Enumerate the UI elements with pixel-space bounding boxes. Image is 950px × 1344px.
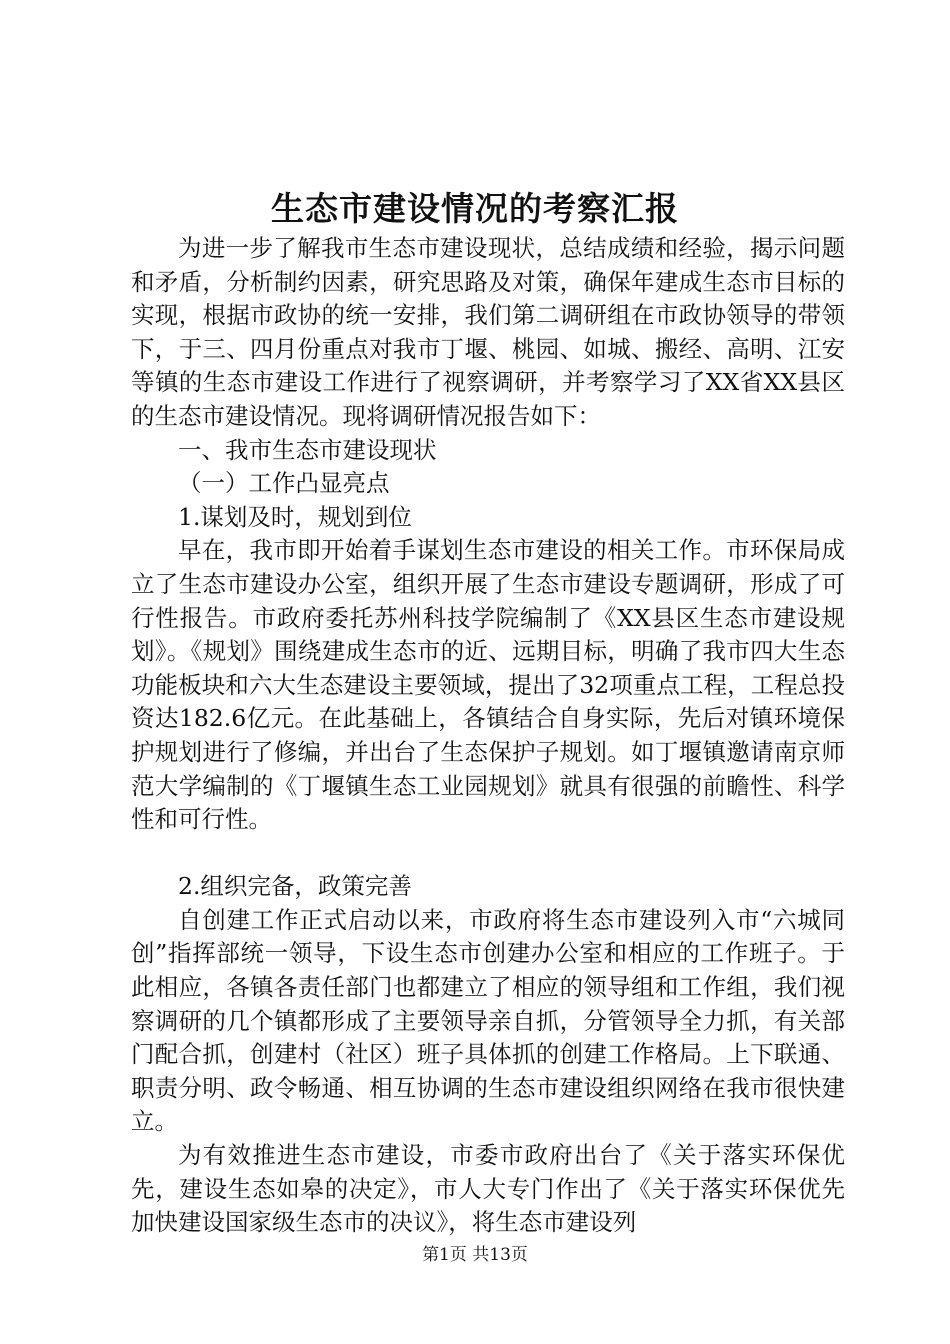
section-heading-1: 一、我市生态市建设现状: [178, 435, 437, 464]
paragraph-policy: 为有效推进生态市建设，市委市政府出台了《关于落实环保优先，建设生态如皋的决定》，市人大专门作出了《关于落实环保优先加快建设国家级生态市的决议》，将生态市建设列: [131, 1141, 845, 1237]
document-title: 生态市建设情况的考察汇报: [271, 189, 679, 228]
item-heading-1: 1.谋划及时，规划到位: [178, 502, 412, 531]
paragraph-intro: 为进一步了解我市生态市建设现状，总结成绩和经验，揭示问题和矛盾，分析制约因素，研究思路及对策，确保年建成生态市目标的实现，根据市政协的统一安排，我们第二调研组在市政协领导的带领下，于三、四月份重点对我市丁堰、桃园、如城、搬经、高明、江安等镇的生态市建设工作进行了视察调研，并考察学习了XX省XX县区的生态市建设情况。现将调研情况报告如下：: [131, 234, 845, 430]
document-body: [131, 232, 845, 1240]
paragraph-planning: 早在，我市即开始着手谋划生态市建设的相关工作。市环保局成立了生态市建设办公室，组织开展了生态市建设专题调研，形成了可行性报告。市政府委托苏州科技学院编制了《XX县区生态市建设规划》。《规划》围绕建成生态市的近、远期目标，明确了我市四大生态功能板块和六大生态建设主要领域，提出了32项重点工程，工程总投资达182.6亿元。在此基础上，各镇结合自身实际，先后对镇环境保护规划进行了修编，并出台了生态保护子规划。如丁堰镇邀请南京师范大学编制的《丁堰镇生态工业园规划》就具有很强的前瞻性、科学性和可行性。: [131, 536, 845, 834]
paragraph-organization: 自创建工作正式启动以来，市政府将生态市建设列入市“六城同创”指挥部统一领导，下设生态市创建办公室和相应的工作班子。于此相应，各镇各责任部门也都建立了相应的领导组和工作组，我们视察调研的几个镇都形成了主要领导亲自抓，分管领导全力抓，有关部门配合抓，创建村（社区）班子具体抓的创建工作格局。上下联通、职责分明、政令畅通、相互协调的生态市建设组织网络在我市很快建立。: [131, 905, 845, 1136]
subsection-heading-1: （一）工作凸显亮点: [178, 469, 390, 498]
item-heading-2: 2.组织完备，政策完善: [178, 872, 412, 901]
page-footer: 第1页 共13页: [422, 1245, 528, 1265]
